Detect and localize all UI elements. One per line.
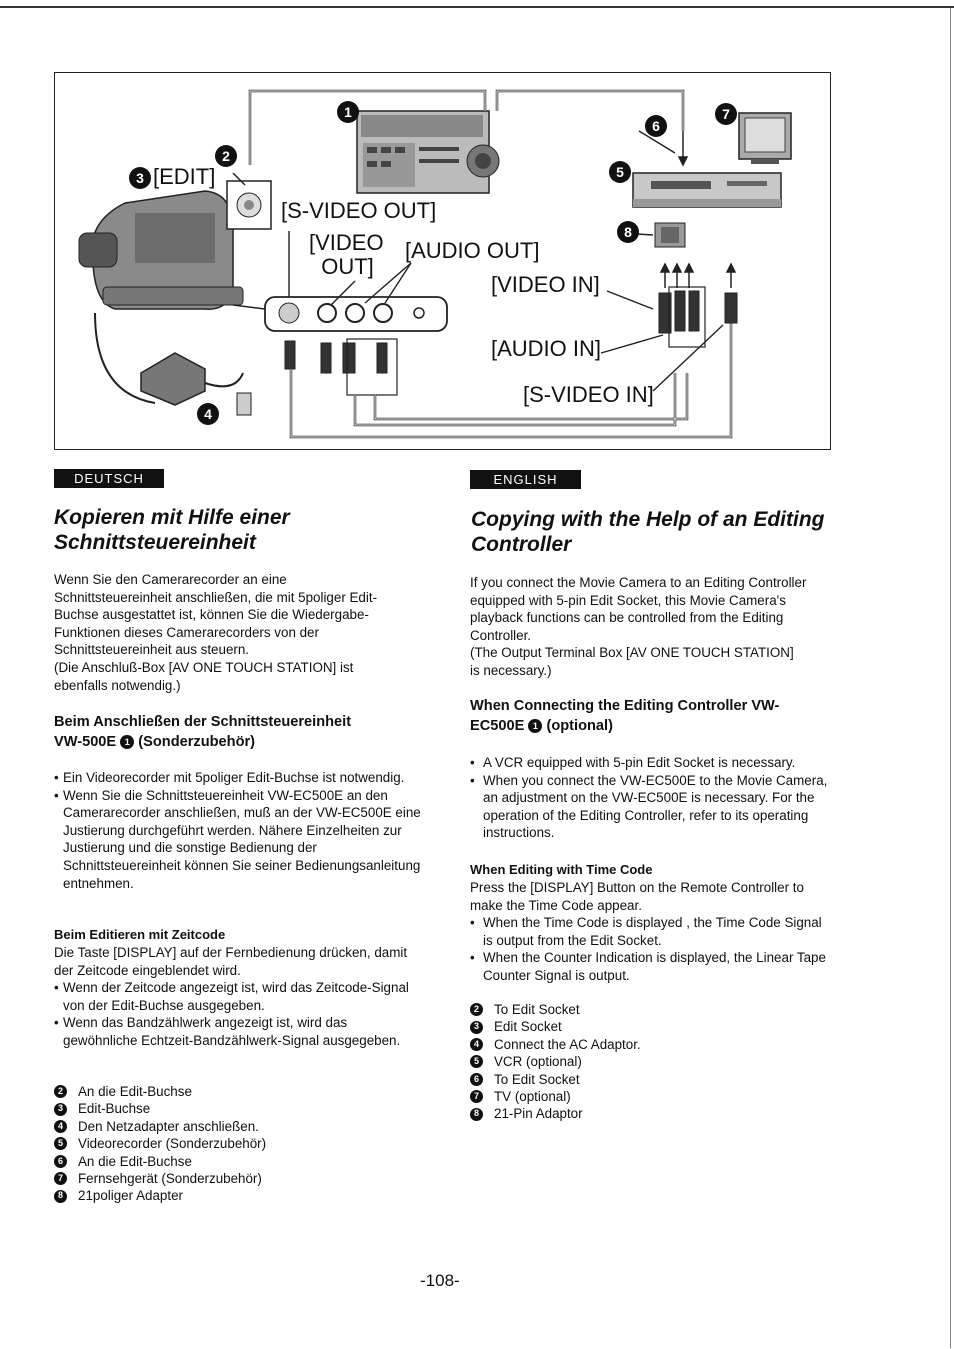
legend-item <box>54 1100 266 1117</box>
legend-number: 3 <box>470 1021 483 1034</box>
top-rule <box>0 6 954 8</box>
english-timecode-text: Press the [DISPLAY] Button on the Remote Controller to make the Time Code appear. <box>470 880 804 913</box>
deutsch-language-bar: DEUTSCH <box>54 469 164 488</box>
list-item: • Wenn das Bandzählwerk angezeigt ist, wird das gewöhnliche Echtzeit-Bandzählwerk-Signal ausgegeben. <box>54 1015 401 1048</box>
english-intro-line: If you connect the Movie Camera to an Editing Controller <box>470 575 807 590</box>
legend-item <box>470 1001 641 1018</box>
legend-item <box>470 1071 641 1088</box>
legend-number: 2 <box>470 1003 483 1016</box>
legend-item <box>470 1018 641 1035</box>
connection-diagram <box>54 72 831 450</box>
english-intro-line: equipped with 5-pin Edit Socket, this Movie Camera's <box>470 592 786 608</box>
marker-1-inline: 1 <box>120 735 134 749</box>
legend-item <box>54 1083 266 1100</box>
bullet-text: Wenn der Zeitcode angezeigt ist, wird das Zeitcode-Signal von der Edit-Buchse ausgegeben. <box>63 980 409 1013</box>
vcr-illustration <box>633 173 781 207</box>
list-item: • Wenn der Zeitcode angezeigt ist, wird das Zeitcode-Signal von der Edit-Buchse ausgegeben. <box>54 980 409 1013</box>
audio-in-label: [AUDIO IN] <box>491 336 602 361</box>
english-intro-line: playback functions can be controlled from the Editing <box>470 610 784 626</box>
legend-text: An die Edit-Buchse <box>78 1153 192 1169</box>
camera-illustration <box>79 191 243 309</box>
deutsch-intro-line: Buchse ausgestattet ist, können Sie die Wiedergabe- <box>54 607 369 623</box>
deutsch-intro-line: Schnittsteuereinheit anschließen, die mit 5poliger Edit- <box>54 589 378 605</box>
legend-text: An die Edit-Buchse <box>78 1084 192 1099</box>
legend-number: 5 <box>470 1055 483 1068</box>
legend-item <box>54 1187 266 1204</box>
english-subheading-line2 <box>470 716 850 736</box>
video-in-label: [VIDEO IN] <box>491 272 600 297</box>
english-intro-line: is necessary.) <box>470 662 552 678</box>
video-out-label: [VIDEO OUT] <box>309 230 384 279</box>
marker-3: 3 <box>129 167 151 189</box>
legend-text: 21-Pin Adaptor <box>494 1106 583 1122</box>
adaptor-illustration <box>655 223 685 247</box>
marker-4: 4 <box>197 403 219 425</box>
deutsch-optional-note: (Sonderzubehör) <box>138 734 256 750</box>
deutsch-title <box>54 505 290 555</box>
english-title-line1: Copying with the Help of an Editing <box>471 508 825 531</box>
legend-number: 3 <box>54 1103 67 1116</box>
english-bullets <box>470 754 830 842</box>
marker-8: 8 <box>617 221 639 243</box>
edit-label: [EDIT] <box>153 164 216 189</box>
legend-text: To Edit Socket <box>494 1071 580 1087</box>
deutsch-title-line2: Schnittsteuereinheit <box>54 531 256 554</box>
page-number: -108- <box>420 1271 460 1290</box>
legend-item <box>470 1036 641 1053</box>
list-item: • Wenn Sie die Schnittsteuereinheit VW-EC500E an den Camerarecorder anschließen, muß an der VW-EC500E eine Justierung durchgeführt werden. Nähere Einzelheiten zur Justierung und die sonstige Bedienung der Schnittsteuereinheit können Sie seiner Bedienungsanleitung entnehmen. <box>54 787 421 891</box>
deutsch-bullets <box>54 769 424 892</box>
legend-text: To Edit Socket <box>494 1002 580 1017</box>
svideo-in-label: [S-VIDEO IN] <box>523 382 654 407</box>
terminal-box <box>233 297 447 331</box>
english-subheading-line1: When Connecting the Editing Controller VW- <box>470 698 780 714</box>
bullet-text: A VCR equipped with 5-pin Edit Socket is necessary. <box>483 755 796 770</box>
deutsch-timecode-body <box>54 944 414 1050</box>
list-item: • When the Counter Indication is displayed, the Linear Tape Counter Signal is output. <box>470 950 826 983</box>
deutsch-subheading-line2 <box>54 732 434 752</box>
legend-text: Edit-Buchse <box>78 1101 151 1117</box>
legend-item <box>54 1118 266 1135</box>
deutsch-intro-line: ebenfalls notwendig.) <box>54 677 181 693</box>
legend-text: Den Netzadapter anschließen. <box>78 1118 259 1134</box>
legend-number: 7 <box>54 1172 67 1185</box>
english-optional-note: (optional) <box>546 718 613 734</box>
english-subheading <box>470 696 850 736</box>
list-item: • A VCR equipped with 5-pin Edit Socket is necessary. <box>470 755 796 770</box>
bullet-text: When the Counter Indication is displayed, the Linear Tape Counter Signal is output. <box>483 950 826 983</box>
deutsch-intro-line: Wenn Sie den Camerarecorder an eine <box>54 572 287 587</box>
legend-text: Fernsehgerät (Sonderzubehör) <box>78 1171 262 1187</box>
list-item: • Ein Videorecorder mit 5poliger Edit-Buchse ist notwendig. <box>54 770 405 785</box>
bullet-text: When the Time Code is displayed , the Time Code Signal is output from the Edit Socket. <box>483 915 822 948</box>
deutsch-intro-line: Schnittsteuereinheit aus steuern. <box>54 642 250 658</box>
edit-socket-callout <box>227 173 271 229</box>
deutsch-subheading <box>54 712 434 752</box>
bullet-text: Wenn das Bandzählwerk angezeigt ist, wird das gewöhnliche Echtzeit-Bandzählwerk-Signal ausgegeben. <box>63 1015 401 1048</box>
legend-text: VCR (optional) <box>494 1054 582 1070</box>
deutsch-subheading-line1: Beim Anschließen der Schnittsteuereinheit <box>54 714 352 730</box>
legend-item <box>54 1153 266 1170</box>
marker-1-inline: 1 <box>528 719 542 733</box>
english-timecode-heading: When Editing with Time Code <box>470 862 653 877</box>
legend-number: 4 <box>54 1120 67 1133</box>
legend-text: Connect the AC Adaptor. <box>494 1036 641 1052</box>
english-intro <box>470 574 840 680</box>
legend-text: TV (optional) <box>494 1089 571 1105</box>
legend-item <box>54 1135 266 1152</box>
right-edge-rule <box>950 8 951 1348</box>
deutsch-model-code: VW-500E <box>54 734 117 750</box>
english-title-line2: Controller <box>471 533 572 556</box>
legend-number: 8 <box>54 1190 67 1203</box>
english-title <box>471 507 824 557</box>
legend-number: 5 <box>54 1137 67 1150</box>
ac-adaptor-illustration <box>95 313 251 415</box>
legend-text: Videorecorder (Sonderzubehör) <box>78 1136 267 1152</box>
english-intro-line: (The Output Terminal Box [AV ONE TOUCH STATION] <box>470 645 794 661</box>
deutsch-title-line1: Kopieren mit Hilfe einer <box>54 506 290 529</box>
legend-text: 21poliger Adapter <box>78 1188 183 1204</box>
bullet-text: Ein Videorecorder mit 5poliger Edit-Buchse ist notwendig. <box>63 770 405 785</box>
legend-number: 6 <box>54 1155 67 1168</box>
list-item: • When the Time Code is displayed , the Time Code Signal is output from the Edit Socket. <box>470 915 822 948</box>
english-legend <box>470 1001 641 1123</box>
bullet-text: When you connect the VW-EC500E to the Movie Camera, an adjustment on the VW-EC500E is necessary. For the operation of the Editing Controller, refer to its operating instructions. <box>483 772 828 841</box>
marker-2: 2 <box>215 145 237 167</box>
legend-number: 4 <box>470 1038 483 1051</box>
deutsch-timecode-heading: Beim Editieren mit Zeitcode <box>54 927 226 942</box>
english-model-code: EC500E <box>470 718 525 734</box>
editing-controller-illustration <box>357 111 499 193</box>
legend-number: 2 <box>54 1085 67 1098</box>
marker-5: 5 <box>609 161 631 183</box>
english-intro-line: Controller. <box>470 627 532 643</box>
list-item: • When you connect the VW-EC500E to the Movie Camera, an adjustment on the VW-EC500E is necessary. For the operation of the Editing Controller, refer to its operating instructions. <box>470 772 828 841</box>
legend-number: 8 <box>470 1108 483 1121</box>
deutsch-timecode-text: Die Taste [DISPLAY] auf der Fernbedienung drücken, damit der Zeitcode eingeblendet wird. <box>54 945 408 978</box>
tv-illustration <box>739 113 791 164</box>
marker-7: 7 <box>715 103 737 125</box>
legend-item <box>470 1088 641 1105</box>
english-timecode-body <box>470 879 830 985</box>
legend-item <box>470 1105 641 1122</box>
deutsch-intro <box>54 571 434 694</box>
deutsch-intro-line: Funktionen dieses Camerarecorders von der <box>54 624 319 640</box>
deutsch-intro-line: (Die Anschluß-Box [AV ONE TOUCH STATION] ist <box>54 659 354 675</box>
deutsch-legend <box>54 1083 266 1205</box>
legend-number: 6 <box>470 1073 483 1086</box>
legend-text: Edit Socket <box>494 1019 562 1035</box>
english-language-bar: ENGLISH <box>470 470 581 489</box>
marker-1: 1 <box>337 101 359 123</box>
legend-item <box>470 1053 641 1070</box>
legend-number: 7 <box>470 1090 483 1103</box>
marker-6: 6 <box>645 115 667 137</box>
audio-out-label: [AUDIO OUT] <box>405 238 540 263</box>
svideo-out-label: [S-VIDEO OUT] <box>281 198 437 223</box>
bullet-text: Wenn Sie die Schnittsteuereinheit VW-EC500E an den Camerarecorder anschließen, muß an der VW-EC500E eine Justierung durchgeführt werden. Nähere Einzelheiten zur Justierung und die sonstige Bedienung der Schnittsteuereinheit können Sie seiner Bedienungsanleitung entnehmen. <box>63 787 421 891</box>
legend-item <box>54 1170 266 1187</box>
